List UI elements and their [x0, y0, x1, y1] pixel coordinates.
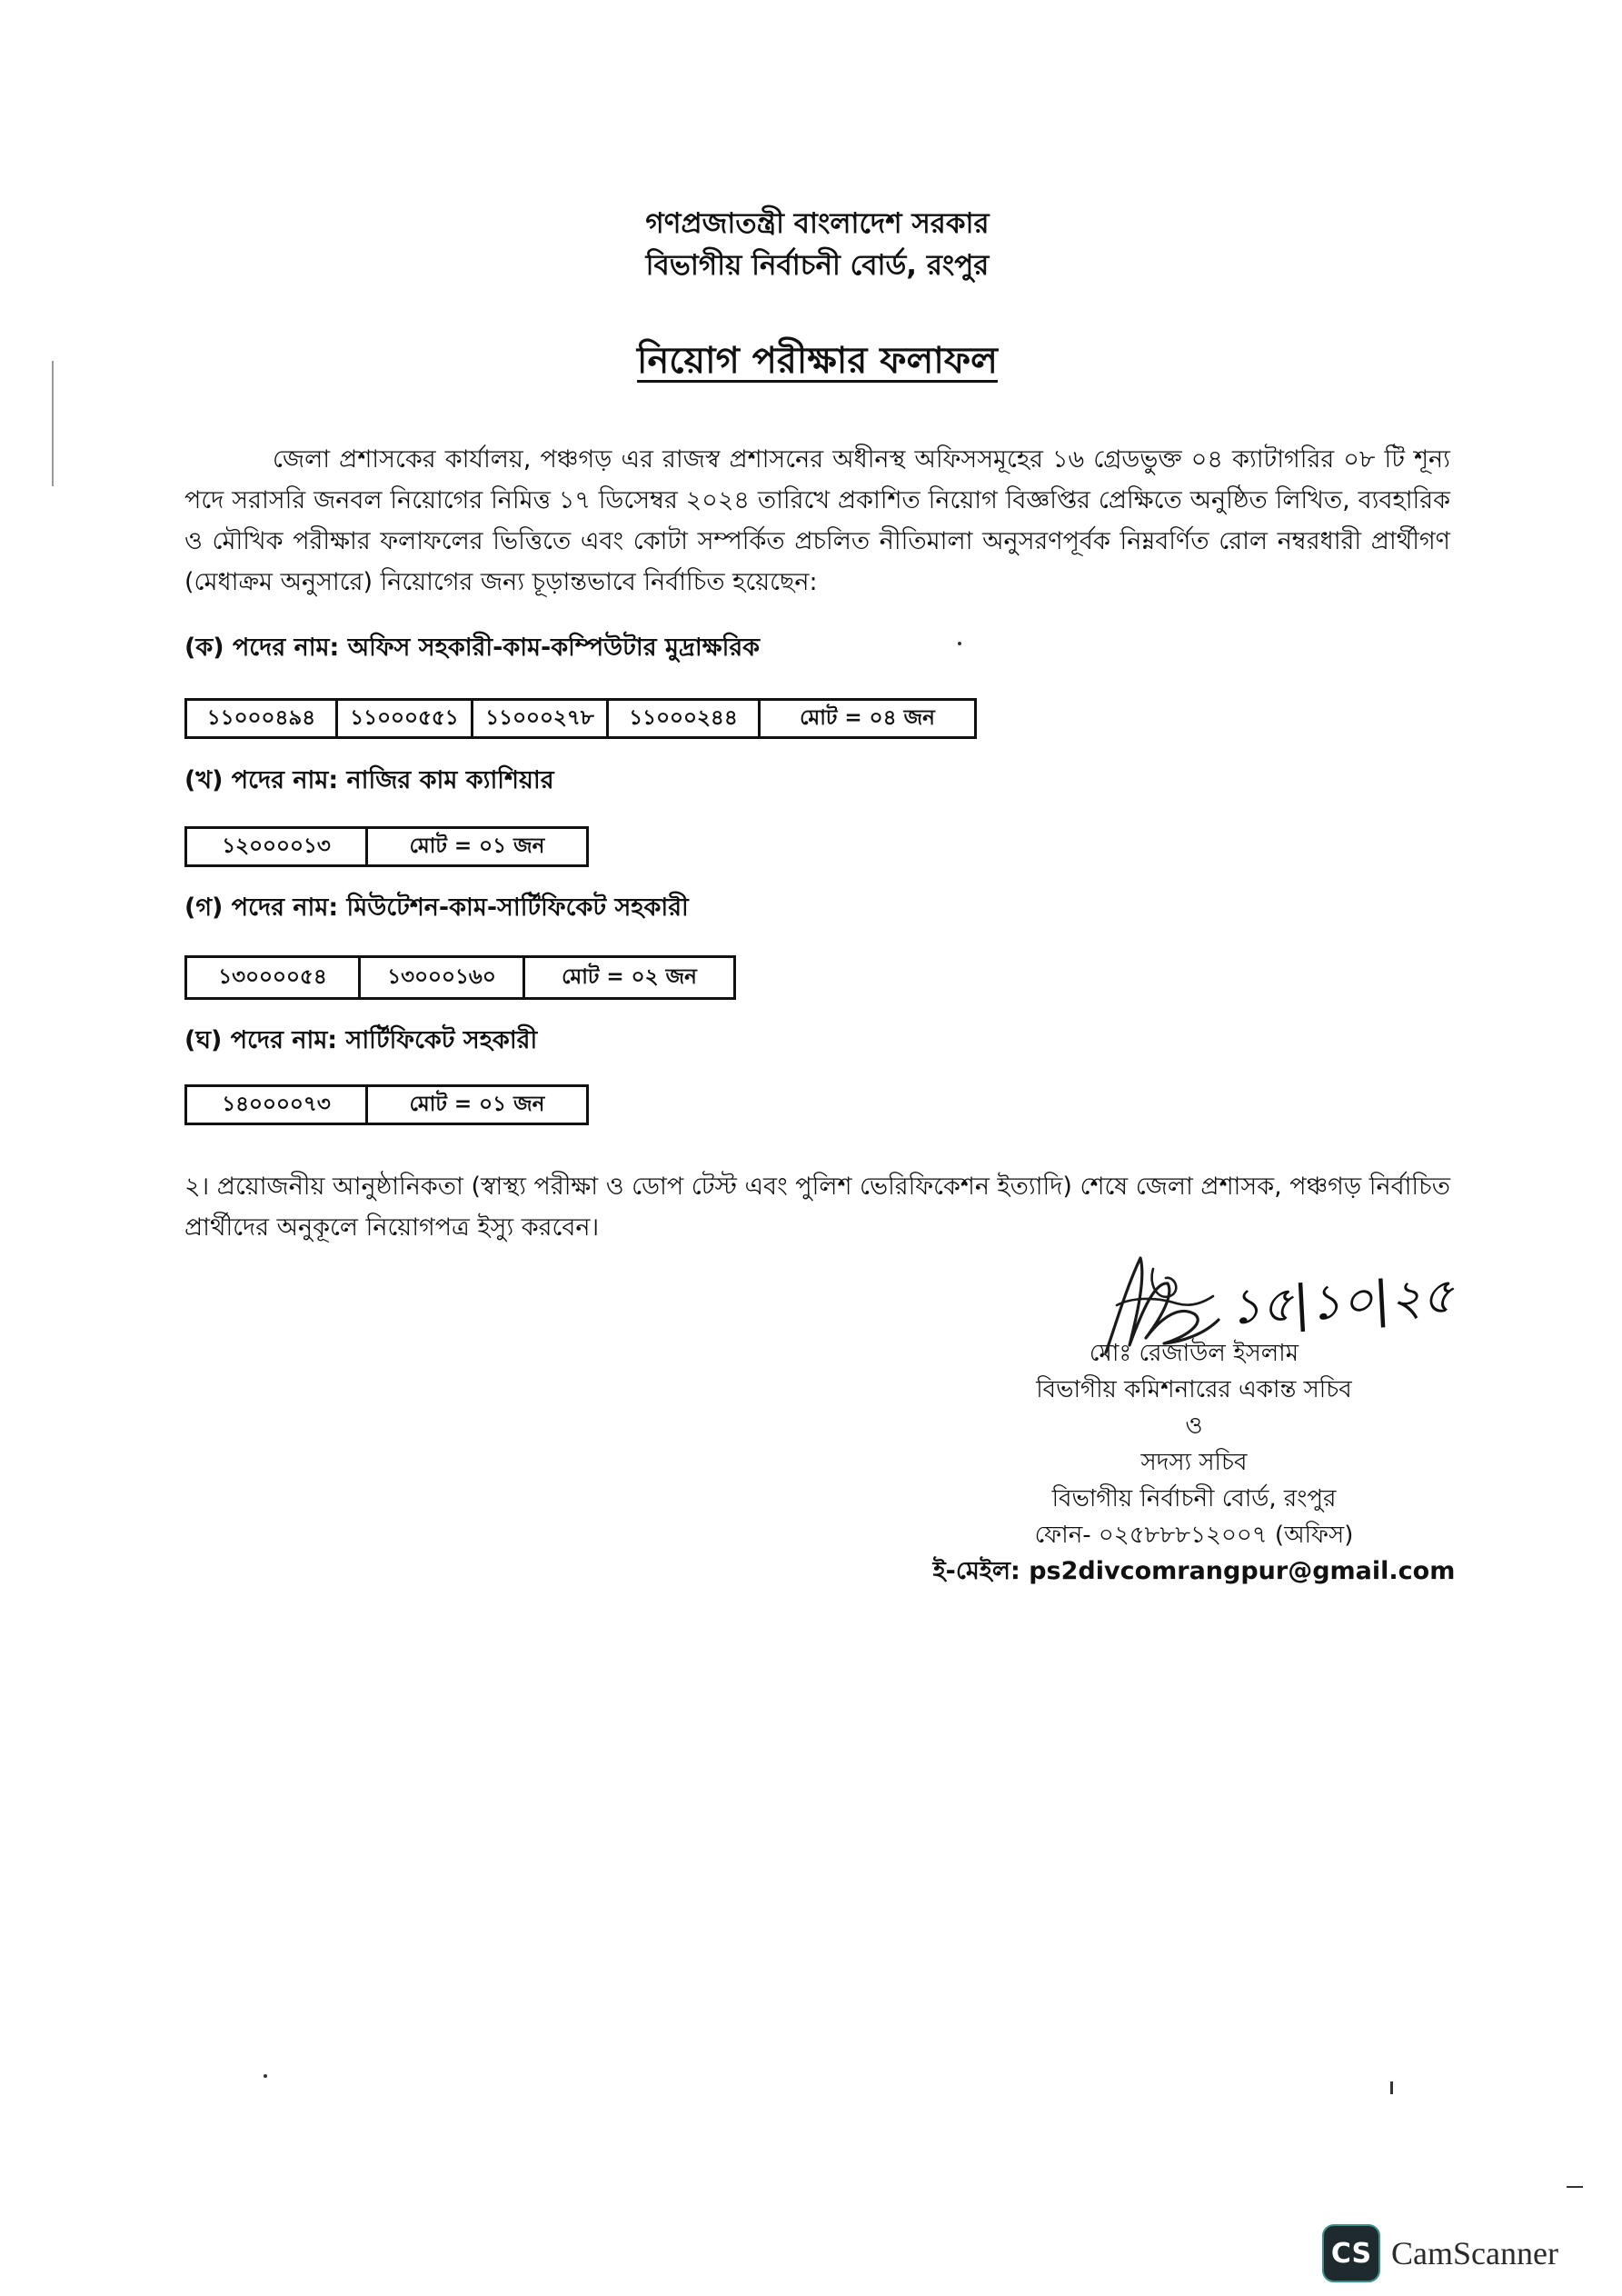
post-label-gha: (ঘ) পদের নাম: সার্টিফিকেট সহকারী	[184, 1026, 538, 1054]
roll-table-row	[186, 957, 735, 999]
signature-stroke	[1106, 1258, 1219, 1353]
signature	[1090, 1251, 1226, 1364]
total-count-cell: মোট = ০১ জন	[367, 1086, 588, 1124]
roll-number-cell: ১৪০০০০৭৩	[186, 1086, 367, 1124]
document-body	[184, 203, 1456, 1596]
roll-number-cell: ১৩০০০১৬০	[360, 957, 524, 999]
total-count-cell: মোট = ০৪ জন	[760, 700, 976, 738]
roll-number-cell: ১৩০০০০৫৪	[186, 957, 360, 999]
roll-number-cell: ১১০০০২৪৪	[608, 700, 760, 738]
scan-speck	[264, 2074, 267, 2078]
signer-designation: বিভাগীয় কমিশনারের একান্ত সচিব	[1036, 1376, 1352, 1403]
roll-table-row	[186, 700, 976, 738]
roll-number-cell: ১১০০০৫৫১	[337, 700, 473, 738]
roll-table-gha	[184, 1084, 589, 1125]
scan-speck	[1567, 2186, 1583, 2188]
camscanner-watermark	[1322, 2223, 1558, 2283]
post-label-kha: (খ) পদের নাম: নাজির কাম ক্যাশিয়ার	[184, 766, 554, 794]
roll-table-ka	[184, 698, 977, 739]
roll-number-cell: ১১০০০২৭৮	[473, 700, 608, 738]
scan-artifact-line	[52, 361, 54, 486]
signer-name: মোঃ রেজাউল ইসলাম	[1089, 1340, 1299, 1367]
signer-phone: ফোন- ০২৫৮৮৮১২০০৭ (অফিস)	[1034, 1522, 1354, 1549]
post-label-ga: (গ) পদের নাম: মিউটেশন-কাম-সার্টিফিকেট সহকারী	[184, 893, 689, 922]
roll-number-cell: ১২০০০০১৩	[186, 828, 367, 866]
camscanner-brand-text: CamScanner	[1391, 2235, 1558, 2271]
board-name: বিভাগীয় নির্বাচনী বোর্ড, রংপুর	[645, 249, 990, 282]
document-title-text: নিয়োগ পরীক্ষার ফলাফল	[637, 340, 998, 382]
intro-paragraph: জেলা প্রশাসকের কার্যালয়, পঞ্চগড় এর রাজস্ব প্রশাসনের অধীনস্থ অফিসসমূহের ১৬ গ্রেডভুক্ত ০৪ ক্যাটাগরির ০৮ টি শূন্য পদে সরাসরি জনবল নিয়োগের নিমিত্ত ১৭ ডিসেম্বর ২০২৪ তারিখে প্রকাশিত নিয়োগ বিজ্ঞপ্তির প্রেক্ষিতে অনুষ্ঠিত লিখিত, ব্যবহারিক ও মৌখিক পরীক্ষার ফলাফলের ভিত্তিতে এবং কোটা সম্পর্কিত প্রচলিত নীতিমালা অনুসরণপূর্বক নিম্নবর্ণিত রোল নম্বরধারী প্রার্থীগণ (মেধাক্রম অনুসারে) নিয়োগের জন্য চূড়ান্তভাবে নির্বাচিত হয়েছেন:	[184, 445, 1450, 596]
signature-date: ১৫|১০|২৫	[1228, 1266, 1456, 1336]
roll-table-row	[186, 828, 588, 866]
roll-table-kha	[184, 826, 589, 867]
signer-conjunction: ও	[1185, 1413, 1203, 1440]
note-paragraph: ২। প্রয়োজনীয় আনুষ্ঠানিকতা (স্বাস্থ্য পরীক্ষা ও ডোপ টেস্ট এবং পুলিশ ভেরিফিকেশন ইত্যাদি) শেষে জেলা প্রশাসক, পঞ্চগড় নির্বাচিত প্রার্থীদের অনুকূলে নিয়োগপত্র ইস্যু করবেন।	[184, 1173, 1450, 1242]
post-label-ka: (ক) পদের নাম: অফিস সহকারী-কাম-কম্পিউটার মুদ্রাক্ষরিক	[184, 634, 761, 662]
scan-speck	[1390, 2081, 1393, 2094]
signer-email: ই-মেইল: ps2divcomrangpur@gmail.com	[932, 1557, 1456, 1585]
total-count-cell: মোট = ০১ জন	[367, 828, 588, 866]
roll-table-ga	[184, 955, 736, 1000]
government-name: গণপ্রজাতন্ত্রী বাংলাদেশ সরকার	[645, 207, 990, 240]
signature-block	[184, 1251, 1456, 1596]
signer-details	[921, 1335, 1467, 1590]
signer-board: বিভাগীয় নির্বাচনী বোর্ড, রংপুর	[1051, 1485, 1337, 1512]
roll-table-row	[186, 1086, 588, 1124]
document-title	[184, 335, 1450, 386]
roll-number-cell: ১১০০০৪৯৪	[186, 700, 337, 738]
signer-role: সদস্য সচিব	[1140, 1449, 1248, 1476]
camscanner-logo-icon: CS	[1322, 2224, 1380, 2282]
total-count-cell: মোট = ০২ জন	[524, 957, 735, 999]
letterhead	[184, 203, 1450, 286]
